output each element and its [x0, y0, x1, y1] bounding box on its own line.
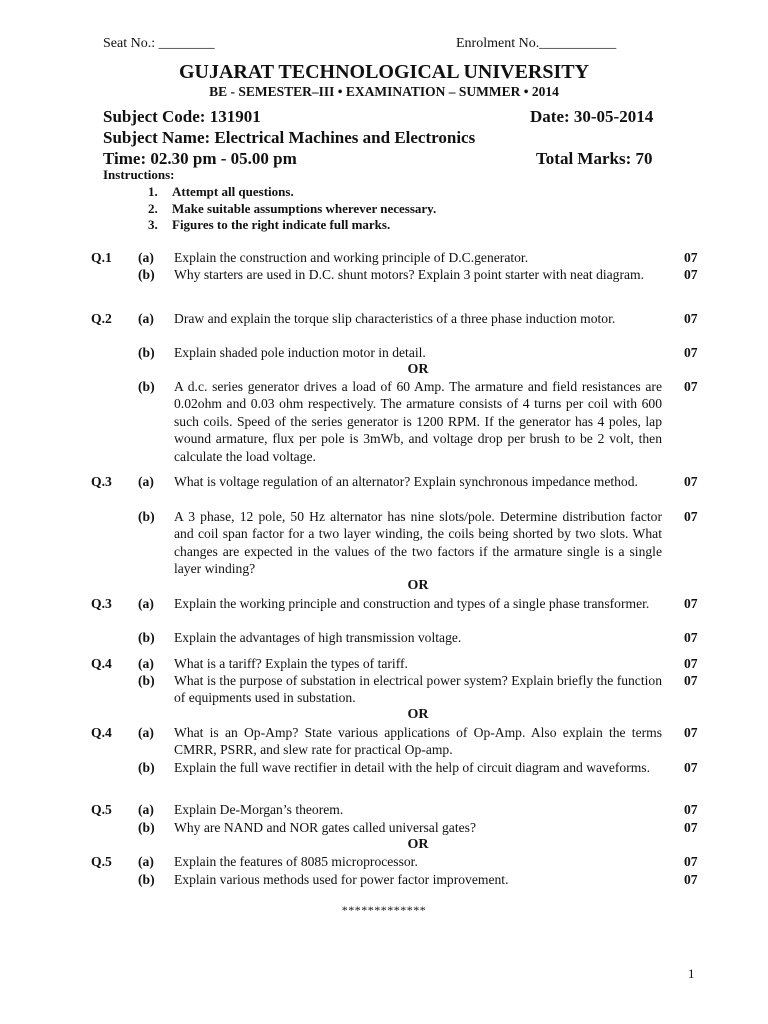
question-part: (b): [138, 379, 155, 394]
or-divider: OR: [407, 578, 429, 593]
question-part: (b): [138, 760, 155, 775]
question-marks: 07: [684, 596, 698, 611]
total-marks: Total Marks: 70: [536, 149, 653, 168]
question-text: What is voltage regulation of an alternator? Explain synchronous impedance method.: [174, 474, 638, 489]
question-number: Q.4: [91, 656, 112, 671]
or-divider: OR: [407, 837, 429, 852]
question-marks: 07: [684, 311, 698, 326]
question-marks: 07: [684, 656, 698, 671]
question-number: Q.5: [91, 854, 112, 869]
question-marks: 07: [684, 802, 698, 817]
university-title: GUJARAT TECHNOLOGICAL UNIVERSITY: [178, 61, 590, 83]
question-marks: 07: [684, 760, 698, 775]
question-text: Draw and explain the torque slip characteristics of a three phase induction motor.: [174, 311, 616, 326]
exam-date: Date: 30-05-2014: [530, 107, 654, 126]
question-marks: 07: [684, 509, 698, 524]
or-divider: OR: [407, 362, 429, 377]
question-number: Q.4: [91, 725, 112, 740]
question-part: (b): [138, 673, 155, 688]
question-number: Q.3: [91, 596, 112, 611]
question-text: A d.c. series generator drives a load of 60 Amp. The armature and field resistances are 0.02ohm and 0.03 ohm respectively. The armature consists of 4 turns per coil with 600 such coils. Speed of the series generator is 1200 RPM. If the generator has 4 poles, lap wound armature, flux per pole is 3mWb, and voltage drop per brush to be 2 volt, then calculate the load voltage.: [174, 379, 662, 464]
question-part: (a): [138, 725, 154, 740]
question-part: (b): [138, 820, 155, 835]
instruction-item: Figures to the right indicate full marks.: [172, 217, 391, 232]
question-marks: 07: [684, 872, 698, 887]
question-text: What is an Op-Amp? State various applications of Op-Amp. Also explain the terms CMRR, PSRR, and slew rate for practical Op-amp.: [174, 725, 662, 758]
question-part: (b): [138, 630, 155, 645]
question-part: (a): [138, 656, 154, 671]
question-text: Why starters are used in D.C. shunt motors? Explain 3 point starter with neat diagram.: [174, 267, 645, 282]
question-text: Explain various methods used for power factor improvement.: [174, 872, 509, 887]
question-part: (b): [138, 267, 155, 282]
question-number: Q.3: [91, 474, 112, 489]
question-marks: 07: [684, 630, 698, 645]
question-number: Q.5: [91, 802, 112, 817]
instruction-item-number: 1.: [148, 184, 158, 199]
page-number: 1: [688, 966, 695, 981]
question-part: (a): [138, 311, 154, 326]
question-text: What is a tariff? Explain the types of tariff.: [174, 656, 408, 671]
subject-code: Subject Code: 131901: [103, 107, 261, 126]
question-part: (a): [138, 250, 154, 265]
question-text: What is the purpose of substation in electrical power system? Explain briefly the function of equipments used in substation.: [174, 673, 662, 706]
question-marks: 07: [684, 820, 698, 835]
question-part: (a): [138, 854, 154, 869]
question-part: (b): [138, 509, 155, 524]
question-marks: 07: [684, 854, 698, 869]
question-text: Explain the full wave rectifier in detail with the help of circuit diagram and waveforms.: [174, 760, 650, 775]
question-text: Explain the advantages of high transmission voltage.: [174, 630, 462, 645]
question-marks: 07: [684, 250, 698, 265]
question-marks: 07: [684, 474, 698, 489]
question-text: Explain shaded pole induction motor in detail.: [174, 345, 426, 360]
instruction-item-number: 2.: [148, 201, 158, 216]
exam-line: BE - SEMESTER–III • EXAMINATION – SUMMER • 2014: [209, 84, 559, 99]
question-text: A 3 phase, 12 pole, 50 Hz alternator has nine slots/pole. Determine distribution factor and coil span factor for a two layer winding, the coils being shorted by two slots. What changes are expected in the values of the two factors if the armature single is a single layer winding?: [174, 509, 662, 577]
question-marks: 07: [684, 267, 698, 282]
question-marks: 07: [684, 725, 698, 740]
question-marks: 07: [684, 345, 698, 360]
question-number: Q.2: [91, 311, 112, 326]
instruction-item-number: 3.: [148, 217, 158, 232]
question-part: (b): [138, 345, 155, 360]
end-of-paper-stars: *************: [341, 903, 427, 917]
question-marks: 07: [684, 673, 698, 688]
question-part: (a): [138, 802, 154, 817]
question-text: Why are NAND and NOR gates called universal gates?: [174, 820, 476, 835]
question-number: Q.1: [91, 250, 112, 265]
question-marks: 07: [684, 379, 698, 394]
question-part: (a): [138, 474, 154, 489]
instruction-item: Make suitable assumptions wherever necessary.: [172, 201, 437, 216]
question-text: Explain De-Morgan’s theorem.: [174, 802, 344, 817]
question-part: (a): [138, 596, 154, 611]
question-part: (b): [138, 872, 155, 887]
enrolment-number-field: Enrolment No.___________: [456, 36, 617, 51]
exam-time: Time: 02.30 pm - 05.00 pm: [103, 149, 297, 168]
or-divider: OR: [407, 707, 429, 722]
subject-name: Subject Name: Electrical Machines and Electronics: [103, 128, 476, 147]
instructions-title: Instructions:: [103, 167, 175, 182]
question-text: Explain the features of 8085 microprocessor.: [174, 854, 418, 869]
seat-number-field: Seat No.: ________: [103, 36, 215, 51]
instruction-item: Attempt all questions.: [172, 184, 294, 199]
question-text: Explain the construction and working principle of D.C.generator.: [174, 250, 529, 265]
question-text: Explain the working principle and construction and types of a single phase transformer.: [174, 596, 650, 611]
